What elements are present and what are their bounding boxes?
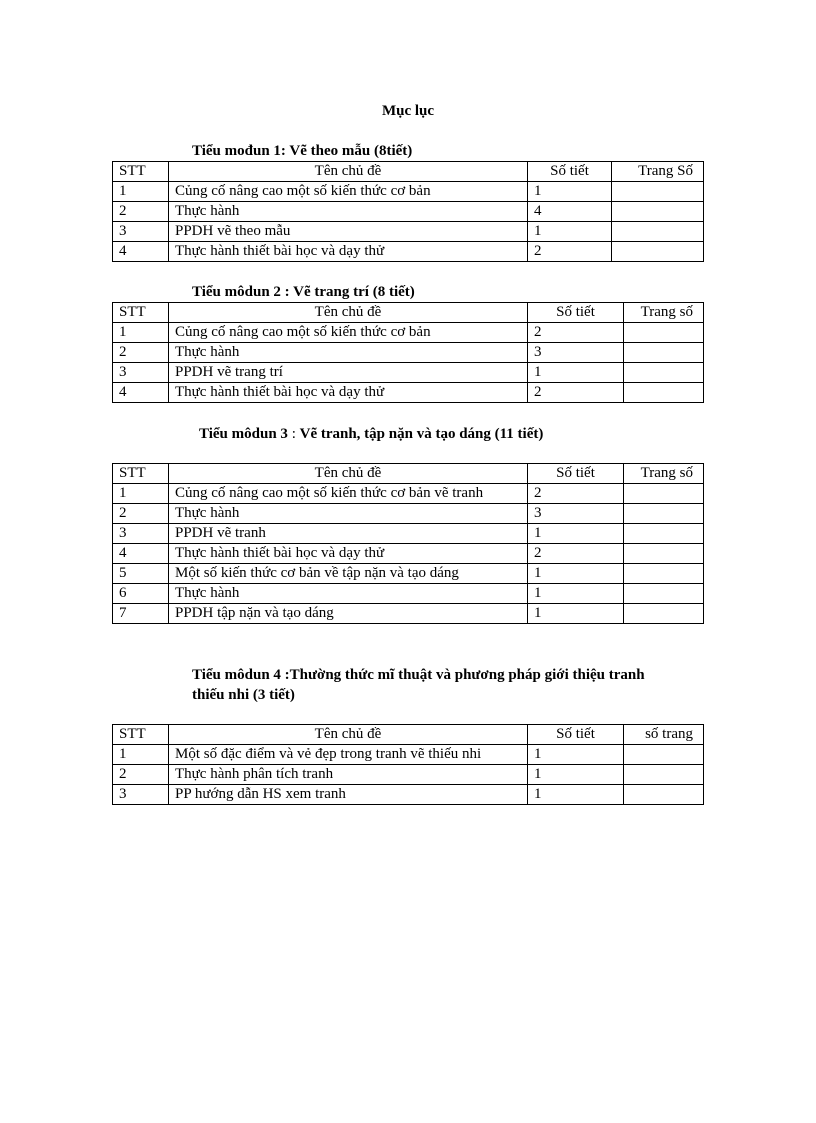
cell-stt: 7	[113, 604, 169, 624]
header-topic: Tên chủ đề	[169, 303, 528, 323]
table-row	[113, 222, 704, 242]
cell-topic: Thực hành thiết bài học và dạy thử	[169, 242, 528, 262]
cell-topic: PPDH vẽ theo mẫu	[169, 222, 528, 242]
header-topic: Tên chủ đề	[169, 725, 528, 745]
cell-topic: PPDH tập nặn và tạo dáng	[169, 604, 528, 624]
cell-topic: Một số kiến thức cơ bản về tập nặn và tạo dáng	[169, 564, 528, 584]
table-header-row	[113, 162, 704, 182]
cell-page	[624, 544, 704, 564]
header-page: Trang Số	[612, 162, 704, 182]
table-row	[113, 745, 704, 765]
cell-stt: 2	[113, 343, 169, 363]
cell-periods: 2	[528, 323, 624, 343]
table-row	[113, 785, 704, 805]
table-row	[113, 182, 704, 202]
module-1-table	[112, 161, 704, 262]
cell-topic: Thực hành thiết bài học và dạy thử	[169, 544, 528, 564]
table-header-row	[113, 464, 704, 484]
table-header-row	[113, 303, 704, 323]
cell-topic: Thực hành	[169, 343, 528, 363]
cell-page	[624, 564, 704, 584]
cell-periods: 2	[528, 484, 624, 504]
module-4-heading-line1: Tiểu môdun 4 :Thường thức mĩ thuật và phương pháp giới thiệu tranh	[192, 667, 645, 683]
module-3-heading-title: Vẽ tranh, tập nặn và tạo dáng (11 tiết)	[299, 426, 544, 442]
cell-periods: 1	[528, 363, 624, 383]
cell-topic: Thực hành	[169, 202, 528, 222]
cell-topic: PPDH vẽ tranh	[169, 524, 528, 544]
cell-topic: Củng cố nâng cao một số kiến thức cơ bản vẽ tranh	[169, 484, 528, 504]
cell-page	[624, 504, 704, 524]
header-stt: STT	[113, 725, 169, 745]
cell-periods: 2	[528, 242, 612, 262]
cell-topic: PP hướng dẫn HS xem tranh	[169, 785, 528, 805]
header-periods: Số tiết	[528, 162, 612, 182]
cell-periods: 1	[528, 564, 624, 584]
cell-periods: 2	[528, 544, 624, 564]
header-page: số trang	[624, 725, 704, 745]
cell-topic: Một số đặc điểm và vẻ đẹp trong tranh vẽ thiếu nhi	[169, 745, 528, 765]
cell-periods: 1	[528, 524, 624, 544]
cell-stt: 3	[113, 363, 169, 383]
cell-periods: 2	[528, 383, 624, 403]
header-stt: STT	[113, 303, 169, 323]
cell-periods: 1	[528, 182, 612, 202]
cell-page	[624, 765, 704, 785]
cell-stt: 4	[113, 544, 169, 564]
module-3-heading	[199, 424, 543, 444]
cell-page	[624, 745, 704, 765]
cell-stt: 2	[113, 504, 169, 524]
header-periods: Số tiết	[528, 464, 624, 484]
module-4-heading-line2: thiếu nhi (3 tiết)	[192, 687, 295, 703]
cell-stt: 2	[113, 765, 169, 785]
cell-page	[624, 343, 704, 363]
cell-periods: 3	[528, 504, 624, 524]
page-title: Mục lục	[381, 103, 435, 119]
table-row	[113, 524, 704, 544]
table-header-row	[113, 725, 704, 745]
cell-stt: 5	[113, 564, 169, 584]
cell-topic: Củng cố nâng cao một số kiến thức cơ bản	[169, 182, 528, 202]
table-row	[113, 765, 704, 785]
cell-periods: 1	[528, 785, 624, 805]
cell-stt: 1	[113, 484, 169, 504]
cell-page	[624, 604, 704, 624]
cell-periods: 1	[528, 765, 624, 785]
cell-periods: 1	[528, 222, 612, 242]
cell-stt: 3	[113, 222, 169, 242]
cell-periods: 3	[528, 343, 624, 363]
module-3-heading-label: Tiểu môdun 3	[199, 426, 288, 442]
module-2-table	[112, 302, 704, 403]
cell-page	[624, 383, 704, 403]
cell-stt: 3	[113, 785, 169, 805]
table-row	[113, 584, 704, 604]
cell-periods: 1	[528, 745, 624, 765]
table-row	[113, 323, 704, 343]
cell-topic: Thực hành	[169, 504, 528, 524]
cell-page	[624, 785, 704, 805]
module-1-heading: Tiểu mođun 1: Vẽ theo mẫu (8tiết)	[192, 143, 413, 159]
cell-page	[612, 242, 704, 262]
table-row	[113, 604, 704, 624]
cell-stt: 2	[113, 202, 169, 222]
cell-stt: 4	[113, 242, 169, 262]
header-periods: Số tiết	[528, 725, 624, 745]
module-4-heading	[192, 665, 645, 705]
table-row	[113, 343, 704, 363]
cell-page	[612, 222, 704, 242]
cell-periods: 4	[528, 202, 612, 222]
cell-page	[624, 323, 704, 343]
table-row	[113, 484, 704, 504]
cell-periods: 1	[528, 584, 624, 604]
cell-page	[624, 363, 704, 383]
cell-periods: 1	[528, 604, 624, 624]
header-stt: STT	[113, 464, 169, 484]
cell-page	[624, 584, 704, 604]
table-row	[113, 564, 704, 584]
table-row	[113, 202, 704, 222]
header-topic: Tên chủ đề	[169, 464, 528, 484]
cell-stt: 6	[113, 584, 169, 604]
cell-topic: Thực hành thiết bài học và dạy thử	[169, 383, 528, 403]
cell-stt: 1	[113, 745, 169, 765]
module-2-heading: Tiểu môdun 2 : Vẽ trang trí (8 tiết)	[192, 284, 415, 300]
cell-page	[624, 524, 704, 544]
cell-topic: PPDH vẽ trang trí	[169, 363, 528, 383]
module-4-table	[112, 724, 704, 805]
table-row	[113, 242, 704, 262]
cell-stt: 1	[113, 323, 169, 343]
cell-topic: Thực hành phân tích tranh	[169, 765, 528, 785]
cell-page	[612, 202, 704, 222]
table-row	[113, 544, 704, 564]
cell-stt: 3	[113, 524, 169, 544]
cell-page	[612, 182, 704, 202]
header-page: Trang số	[624, 464, 704, 484]
header-stt: STT	[113, 162, 169, 182]
header-page: Trang số	[624, 303, 704, 323]
header-topic: Tên chủ đề	[169, 162, 528, 182]
table-row	[113, 504, 704, 524]
table-row	[113, 383, 704, 403]
cell-topic: Củng cố nâng cao một số kiến thức cơ bản	[169, 323, 528, 343]
cell-stt: 4	[113, 383, 169, 403]
table-row	[113, 363, 704, 383]
module-3-heading-separator: :	[287, 426, 300, 442]
cell-topic: Thực hành	[169, 584, 528, 604]
cell-page	[624, 484, 704, 504]
cell-stt: 1	[113, 182, 169, 202]
header-periods: Số tiết	[528, 303, 624, 323]
module-3-table	[112, 463, 704, 624]
